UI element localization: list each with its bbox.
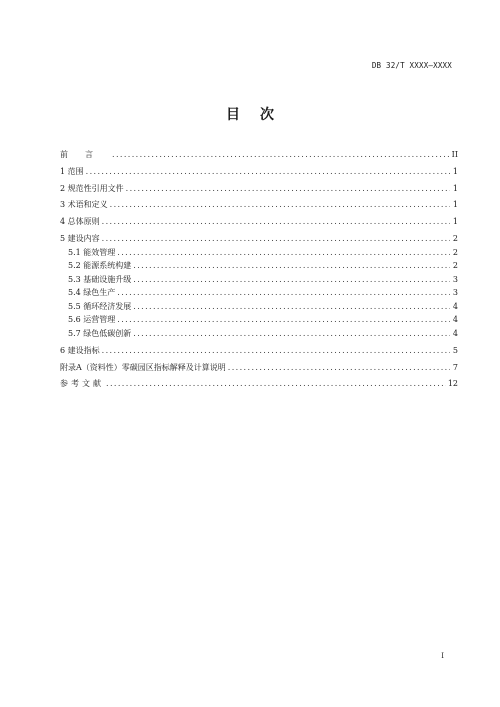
toc-entry-page: 12 bbox=[447, 379, 458, 389]
dot-leader bbox=[102, 232, 450, 246]
toc-entry-appendix-a[interactable] bbox=[60, 361, 458, 375]
page-number: I bbox=[441, 652, 444, 660]
toc-entry-label: 5.1 能效管理 bbox=[68, 247, 116, 257]
toc-entry-5-6[interactable] bbox=[60, 313, 458, 327]
toc-entry-page: 1 bbox=[452, 200, 458, 210]
dot-leader bbox=[112, 148, 450, 162]
dot-leader bbox=[106, 377, 446, 391]
toc-entry-page: 1 bbox=[452, 217, 458, 227]
dot-leader bbox=[117, 313, 450, 327]
toc-entry-5-4[interactable] bbox=[60, 286, 458, 300]
toc-entry-page: 5 bbox=[452, 345, 458, 355]
toc-entry-label: 5.3 基础设施升级 bbox=[68, 274, 132, 284]
dot-leader bbox=[117, 246, 450, 260]
toc-entry-page: 7 bbox=[452, 362, 458, 372]
toc-entry-5-3[interactable] bbox=[60, 273, 458, 287]
toc-entry-label: 参考文献 bbox=[60, 379, 104, 389]
toc-entry-construction[interactable] bbox=[60, 232, 458, 246]
dot-leader bbox=[126, 182, 450, 196]
toc-entry-page: 1 bbox=[452, 183, 458, 193]
toc-entry-5-2[interactable] bbox=[60, 259, 458, 273]
toc-entry-label: 6 建设指标 bbox=[60, 345, 100, 355]
toc-entry-indicators[interactable] bbox=[60, 344, 458, 358]
dot-leader bbox=[102, 344, 450, 358]
dot-leader bbox=[133, 259, 450, 273]
toc-entry-page: 1 bbox=[452, 166, 458, 176]
dot-leader bbox=[133, 327, 450, 341]
toc-entry-terms[interactable] bbox=[60, 198, 458, 212]
toc-entry-label: 附录A（资料性）零碳园区指标解释及计算说明 bbox=[60, 362, 226, 372]
dot-leader bbox=[110, 198, 450, 212]
toc-entry-label: 1 范围 bbox=[60, 166, 84, 176]
toc-entry-page: 2 bbox=[452, 247, 458, 257]
toc-entry-page: II bbox=[451, 150, 458, 159]
dot-leader bbox=[102, 215, 450, 229]
toc-entry-label: 3 术语和定义 bbox=[60, 200, 108, 210]
toc-entry-page: 3 bbox=[452, 274, 458, 284]
toc-entry-page: 4 bbox=[452, 315, 458, 325]
toc-title: 目次 bbox=[226, 107, 294, 123]
dot-leader bbox=[133, 273, 450, 287]
toc-entry-label: 5.4 绿色生产 bbox=[68, 288, 116, 298]
toc-entry-5-1[interactable] bbox=[60, 246, 458, 260]
toc-entry-scope[interactable] bbox=[60, 165, 458, 179]
toc-entry-page: 4 bbox=[452, 301, 458, 311]
toc-entry-bibliography[interactable] bbox=[60, 377, 458, 391]
dot-leader bbox=[117, 286, 450, 300]
toc-entry-5-5[interactable] bbox=[60, 300, 458, 314]
toc-entry-5-7[interactable] bbox=[60, 327, 458, 341]
table-of-contents bbox=[60, 148, 458, 391]
toc-entry-label: 前言 bbox=[60, 150, 110, 159]
toc-entry-label: 2 规范性引用文件 bbox=[60, 183, 124, 193]
document-code: DB 32/T XXXX—XXXX bbox=[371, 61, 452, 70]
dot-leader bbox=[228, 361, 450, 375]
toc-entry-label: 5 建设内容 bbox=[60, 233, 100, 243]
toc-entry-label: 5.6 运营管理 bbox=[68, 315, 116, 325]
dot-leader bbox=[133, 300, 450, 314]
toc-entry-page: 3 bbox=[452, 288, 458, 298]
toc-entry-label: 5.2 能源系统构建 bbox=[68, 261, 132, 271]
dot-leader bbox=[86, 165, 450, 179]
toc-entry-foreword[interactable] bbox=[60, 148, 458, 162]
toc-entry-page: 4 bbox=[452, 329, 458, 339]
toc-entry-page: 2 bbox=[452, 261, 458, 271]
toc-entry-normative-references[interactable] bbox=[60, 182, 458, 196]
toc-entry-label: 4 总体原则 bbox=[60, 217, 100, 227]
toc-entry-principles[interactable] bbox=[60, 215, 458, 229]
toc-entry-label: 5.7 绿色低碳创新 bbox=[68, 329, 132, 339]
toc-entry-label: 5.5 循环经济发展 bbox=[68, 301, 132, 311]
toc-entry-page: 2 bbox=[452, 233, 458, 243]
